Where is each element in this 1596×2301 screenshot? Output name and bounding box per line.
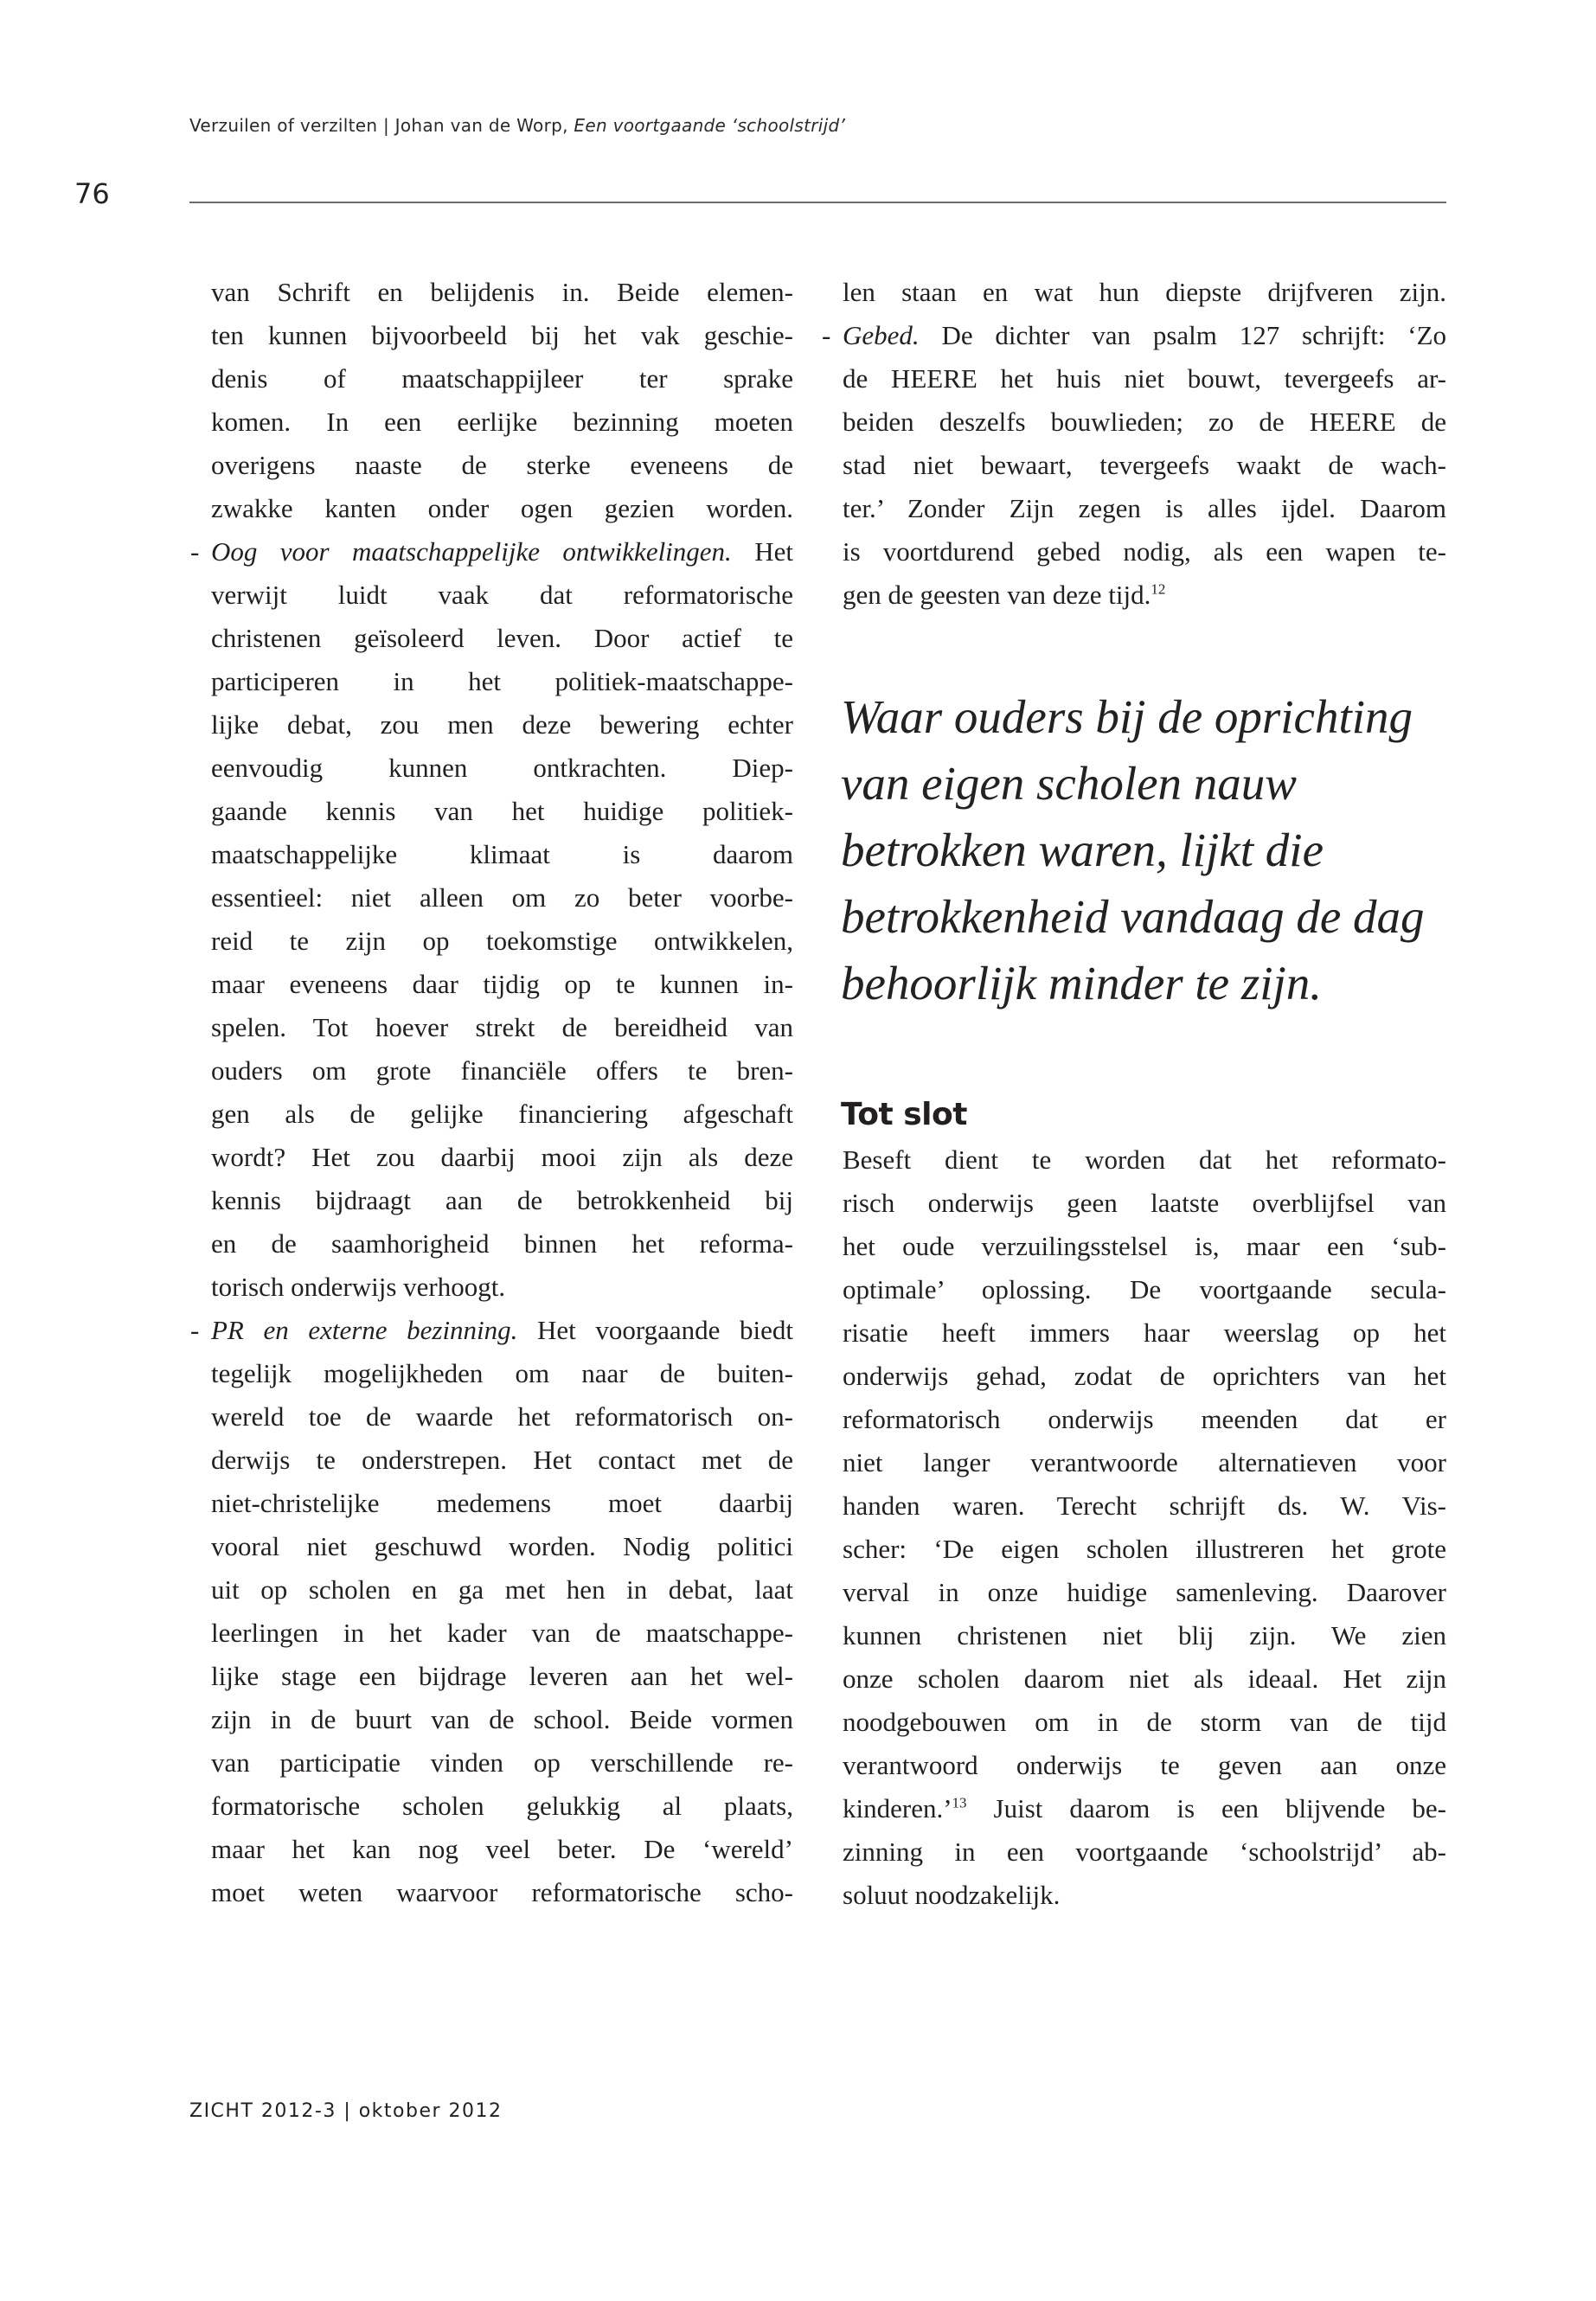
text-line — [211, 1655, 793, 1698]
text-line — [843, 1528, 1446, 1571]
line-text: ter.’ Zonder Zijn zegen is alles ijdel. Daarom — [843, 493, 1446, 523]
line-text: reformatorisch onderwijs meenden dat er — [843, 1404, 1446, 1434]
text-line — [211, 1179, 793, 1222]
bullet-dash: - — [190, 1315, 200, 1345]
text-line — [211, 660, 793, 703]
line-text: De dichter van psalm 127 schrijft: ‘Zo — [919, 320, 1446, 350]
text-line — [211, 833, 793, 876]
bullet-dash: - — [822, 320, 831, 350]
line-text: derwijs te onderstrepen. Het contact met de — [211, 1445, 793, 1475]
footnote-ref: 12 — [1151, 580, 1166, 598]
line-text: ten kunnen bijvoorbeeld bij het vak geschie- — [211, 320, 793, 350]
text-line — [211, 1006, 793, 1049]
footer: ZICHT 2012-3 | oktober 2012 — [189, 2100, 503, 2122]
text-line — [843, 1701, 1446, 1744]
line-text: verwijt luidt vaak dat reformatorische — [211, 580, 793, 610]
bullet-lead-italic: Gebed. — [843, 320, 920, 350]
line-text: de HEERE het huis niet bouwt, tevergeefs ar- — [843, 363, 1446, 394]
line-text: stad niet bewaart, tevergeefs waakt de wach- — [843, 450, 1446, 480]
text-line — [211, 1698, 793, 1741]
text-line — [843, 401, 1446, 444]
page-number: 76 — [74, 177, 110, 210]
line-text: uit op scholen en ga met hen in debat, laat — [211, 1574, 793, 1605]
text-line — [843, 574, 1446, 617]
line-text: maar het kan nog veel beter. De ‘wereld’ — [211, 1834, 793, 1864]
text-line — [843, 1614, 1446, 1657]
pull-quote-line: Waar ouders bij de oprichting — [841, 690, 1413, 743]
text-line — [843, 487, 1446, 530]
left-column — [190, 271, 793, 1914]
line-text: leerlingen in het kader van de maatschappe- — [211, 1618, 793, 1648]
line-text: het oude verzuilingsstelsel is, maar een ‘sub- — [843, 1231, 1446, 1261]
pull-quote-line: betrokkenheid vandaag de dag — [841, 890, 1425, 943]
line-text: formatorische scholen gelukkig al plaats, — [211, 1791, 793, 1821]
text-line — [843, 1571, 1446, 1614]
text-line — [211, 1049, 793, 1093]
line-text: maar eveneens daar tijdig op te kunnen in- — [211, 969, 793, 999]
text-line — [843, 357, 1446, 401]
text-line — [211, 1871, 793, 1914]
line-text: torisch onderwijs verhoogt. — [211, 1272, 506, 1302]
line-text: essentieel: niet alleen om zo beter voorbe- — [211, 882, 793, 913]
line-text: niet langer verantwoorde alternatieven voor — [843, 1447, 1446, 1477]
text-line — [843, 1441, 1446, 1484]
running-head-text: Verzuilen of verzilten | Johan van de Worp, — [189, 115, 574, 136]
text-line — [843, 1182, 1446, 1225]
line-text: scher: ‘De eigen scholen illustreren het grote — [843, 1534, 1446, 1564]
text-line — [211, 401, 793, 444]
line-text: gaande kennis van het huidige politiek- — [211, 796, 793, 826]
line-text: zwakke kanten onder ogen gezien worden. — [211, 493, 793, 523]
line-text: van participatie vinden op verschillende re- — [211, 1747, 793, 1778]
text-line — [843, 1225, 1446, 1268]
text-line — [211, 444, 793, 487]
line-text: participeren in het politiek-maatschappe- — [211, 666, 793, 696]
line-text: len staan en wat hun diepste drijfveren zijn. — [843, 277, 1446, 307]
right-column — [822, 271, 1446, 617]
line-text: eenvoudig kunnen ontkrachten. Diep- — [211, 753, 793, 783]
text-line — [211, 1395, 793, 1439]
line-text: lijke debat, zou men deze bewering echter — [211, 709, 793, 740]
line-text: handen waren. Terecht schrijft ds. W. Vis- — [843, 1490, 1446, 1521]
pull-quote-line: van eigen scholen nauw — [841, 757, 1297, 810]
line-text: niet-christelijke medemens moet daarbij — [211, 1488, 793, 1518]
text-line — [211, 1136, 793, 1179]
text-line — [190, 530, 793, 574]
section-heading: Tot slot — [841, 1097, 967, 1132]
line-text: Het voorgaande biedt — [517, 1315, 793, 1345]
line-text: tegelijk mogelijkheden om naar de buiten- — [211, 1358, 793, 1388]
running-head-article-title: Een voortgaande ‘schoolstrijd’ — [574, 115, 846, 136]
text-line — [843, 1744, 1446, 1787]
line-text: ouders om grote financiële offers te bren- — [211, 1055, 793, 1086]
line-text: denis of maatschappijleer ter sprake — [211, 363, 793, 394]
line-text: zijn in de buurt van de school. Beide vormen — [211, 1704, 793, 1734]
line-text: maatschappelijke klimaat is daarom — [211, 839, 793, 869]
line-text: wereld toe de waarde het reformatorisch on- — [211, 1401, 793, 1432]
text-line — [211, 574, 793, 617]
line-text: Het — [731, 536, 793, 567]
text-line — [211, 271, 793, 314]
text-line — [190, 1309, 793, 1352]
text-line — [211, 963, 793, 1006]
text-line — [211, 1612, 793, 1655]
text-line — [843, 1874, 1446, 1917]
line-text: risatie heeft immers haar weerslag op het — [843, 1317, 1446, 1348]
text-line — [211, 747, 793, 790]
line-text: reid te zijn op toekomstige ontwikkelen, — [211, 926, 793, 956]
text-line — [211, 920, 793, 963]
line-text: lijke stage een bijdrage leveren aan het wel- — [211, 1661, 793, 1691]
text-line — [211, 1785, 793, 1828]
text-line — [211, 876, 793, 920]
text-line — [211, 357, 793, 401]
text-line — [843, 1830, 1446, 1874]
text-line — [211, 1482, 793, 1525]
text-line — [211, 487, 793, 530]
closing-column — [843, 1138, 1446, 1917]
text-line — [822, 314, 1446, 357]
line-text: verval in onze huidige samenleving. Daarover — [843, 1577, 1446, 1607]
text-line — [211, 790, 793, 833]
line-text: verantwoord onderwijs te geven aan onze — [843, 1750, 1446, 1780]
text-line — [211, 1222, 793, 1266]
pull-quote-line: betrokken waren, lijkt die — [841, 824, 1324, 876]
text-line — [843, 530, 1446, 574]
line-text: moet weten waarvoor reformatorische scho- — [211, 1877, 793, 1907]
line-text: kinderen.’ — [843, 1793, 952, 1823]
line-text: beiden deszelfs bouwlieden; zo de HEERE de — [843, 407, 1446, 437]
footnote-ref: 13 — [952, 1794, 967, 1811]
line-text: is voortdurend gebed nodig, als een wapen te- — [843, 536, 1446, 567]
text-line — [211, 1352, 793, 1395]
text-line — [211, 617, 793, 660]
line-text: vooral niet geschuwd worden. Nodig politici — [211, 1531, 793, 1561]
text-line — [843, 1398, 1446, 1441]
line-text: kunnen christenen niet blij zijn. We zien — [843, 1620, 1446, 1650]
text-line — [211, 1525, 793, 1568]
line-text: Juist daarom is een blijvende be- — [966, 1793, 1446, 1823]
line-text: van Schrift en belijdenis in. Beide elemen- — [211, 277, 793, 307]
line-text: en de saamhorigheid binnen het reforma- — [211, 1228, 793, 1259]
header-rule — [189, 202, 1446, 203]
bullet-dash: - — [190, 536, 200, 567]
text-line — [843, 1787, 1446, 1830]
bullet-lead-italic: Oog voor maatschappelijke ontwikkelingen. — [211, 536, 732, 567]
text-line — [211, 1093, 793, 1136]
line-text: zinning in een voortgaande ‘schoolstrijd’ ab- — [843, 1836, 1446, 1867]
line-text: soluut noodzakelijk. — [843, 1880, 1061, 1910]
text-line — [211, 314, 793, 357]
text-line — [843, 1268, 1446, 1311]
text-line — [211, 1741, 793, 1785]
bullet-lead-italic: PR en externe bezinning. — [211, 1315, 518, 1345]
line-text: kennis bijdraagt aan de betrokkenheid bij — [211, 1185, 793, 1215]
text-line — [211, 1568, 793, 1612]
line-text: spelen. Tot hoever strekt de bereidheid van — [211, 1012, 793, 1042]
running-head — [189, 115, 845, 136]
line-text: overigens naaste de sterke eveneens de — [211, 450, 793, 480]
text-line — [211, 1439, 793, 1482]
text-line — [211, 1828, 793, 1871]
line-text: wordt? Het zou daarbij mooi zijn als deze — [211, 1142, 793, 1172]
text-line — [211, 1266, 793, 1309]
line-text: christenen geïsoleerd leven. Door actief te — [211, 623, 793, 653]
line-text: gen als de gelijke financiering afgeschaft — [211, 1099, 793, 1129]
line-text: optimale’ oplossing. De voortgaande secula- — [843, 1274, 1446, 1304]
text-line — [843, 1138, 1446, 1182]
pull-quote-line: behoorlijk minder te zijn. — [841, 957, 1323, 1009]
line-text: onze scholen daarom niet als ideaal. Het zijn — [843, 1663, 1446, 1694]
line-text: risch onderwijs geen laatste overblijfsel van — [843, 1188, 1446, 1218]
text-line — [211, 703, 793, 747]
text-line — [843, 1484, 1446, 1528]
text-line — [843, 1657, 1446, 1701]
line-text: Beseft dient te worden dat het reformato- — [843, 1144, 1446, 1175]
line-text: komen. In een eerlijke bezinning moeten — [211, 407, 793, 437]
pull-quote — [841, 683, 1464, 1016]
line-text: gen de geesten van deze tijd. — [843, 580, 1151, 610]
text-line — [843, 1311, 1446, 1355]
line-text: onderwijs gehad, zodat de oprichters van het — [843, 1361, 1446, 1391]
text-line — [843, 271, 1446, 314]
text-line — [843, 444, 1446, 487]
text-line — [843, 1355, 1446, 1398]
line-text: noodgebouwen om in de storm van de tijd — [843, 1707, 1446, 1737]
